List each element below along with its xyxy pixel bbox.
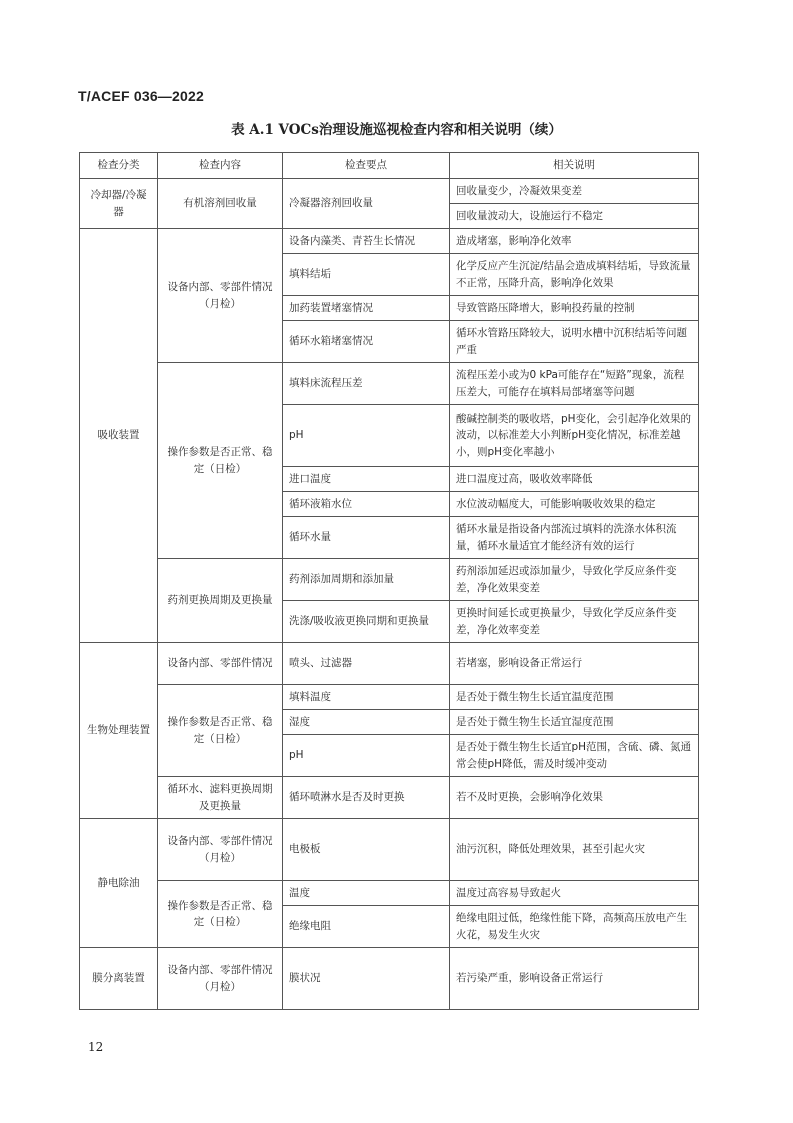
- table-row: [80, 948, 699, 1010]
- note-cell: 是否处于微生物生长适宜温度范围: [450, 685, 699, 710]
- note-cell: 流程压差小或为0 kPa可能存在“短路”现象，流程压差大，可能存在填料局部堵塞等问题: [450, 363, 699, 405]
- category-cell: 吸收装置: [80, 229, 158, 643]
- table-row: [80, 643, 699, 685]
- point-cell: 湿度: [283, 710, 450, 735]
- col-header-category: 检查分类: [80, 153, 158, 179]
- point-cell: 电极板: [283, 819, 450, 881]
- table-row: [80, 559, 699, 601]
- note-cell: 油污沉积，降低处理效果，甚至引起火灾: [450, 819, 699, 881]
- table-header-row: [80, 153, 699, 179]
- col-header-content: 检查内容: [158, 153, 283, 179]
- table-title: 表 A.1 VOCs治理设施巡视检查内容和相关说明（续）: [231, 122, 562, 138]
- table-row: [80, 229, 699, 254]
- note-cell: 药剂添加延迟或添加量少，导致化学反应条件变差，净化效果变差: [450, 559, 699, 601]
- point-cell: 设备内藻类、青苔生长情况: [283, 229, 450, 254]
- point-cell: 循环液箱水位: [283, 492, 450, 517]
- note-cell: 酸碱控制类的吸收塔，pH变化，会引起净化效果的波动，以标准差大小判断pH变化情况，标准差越小，则pH变化率越小: [450, 405, 699, 467]
- point-cell: 喷头、过滤器: [283, 643, 450, 685]
- note-cell: 导致管路压降增大，影响投药量的控制: [450, 296, 699, 321]
- note-cell: 回收量波动大，设施运行不稳定: [450, 204, 699, 229]
- content-cell: 操作参数是否正常、稳定（日检）: [158, 363, 283, 559]
- note-cell: 化学反应产生沉淀/结晶会造成填料结垢，导致流量不正常，压降升高，影响净化效果: [450, 254, 699, 296]
- point-cell: 药剂添加周期和添加量: [283, 559, 450, 601]
- point-cell: pH: [283, 405, 450, 467]
- point-cell: 循环水量: [283, 517, 450, 559]
- note-cell: 循环水量是指设备内部流过填料的洗涤水体积流量，循环水量适宜才能经济有效的运行: [450, 517, 699, 559]
- note-cell: 造成堵塞，影响净化效率: [450, 229, 699, 254]
- category-cell: 冷却器/冷凝器: [80, 179, 158, 229]
- point-cell: 冷凝器溶剂回收量: [283, 179, 450, 229]
- note-cell: 若堵塞，影响设备正常运行: [450, 643, 699, 685]
- content-cell: 设备内部、零部件情况（月检）: [158, 229, 283, 363]
- table-row: [80, 819, 699, 881]
- note-cell: 绝缘电阻过低，绝缘性能下降，高频高压放电产生火花，易发生火灾: [450, 906, 699, 948]
- table-row: [80, 685, 699, 710]
- point-cell: 循环水箱堵塞情况: [283, 321, 450, 363]
- content-cell: 设备内部、零部件情况（月检）: [158, 819, 283, 881]
- category-cell: 静电除油: [80, 819, 158, 948]
- note-cell: 进口温度过高，吸收效率降低: [450, 467, 699, 492]
- table-row: [80, 777, 699, 819]
- point-cell: 填料温度: [283, 685, 450, 710]
- point-cell: 膜状况: [283, 948, 450, 1010]
- point-cell: 循环喷淋水是否及时更换: [283, 777, 450, 819]
- inspection-table: [79, 152, 699, 1010]
- standard-code: T/ACEF 036—2022: [78, 88, 204, 104]
- note-cell: 更换时间延长或更换量少，导致化学反应条件变差，净化效率变差: [450, 601, 699, 643]
- content-cell: 药剂更换周期及更换量: [158, 559, 283, 643]
- point-cell: 填料床流程压差: [283, 363, 450, 405]
- content-cell: 操作参数是否正常、稳定（日检）: [158, 881, 283, 948]
- table-row: [80, 363, 699, 405]
- content-cell: 循环水、滤料更换周期及更换量: [158, 777, 283, 819]
- point-cell: 进口温度: [283, 467, 450, 492]
- note-cell: 是否处于微生物生长适宜pH范围，含硫、磷、氮通常会使pH降低，需及时缓冲变动: [450, 735, 699, 777]
- content-cell: 设备内部、零部件情况（月检）: [158, 948, 283, 1010]
- note-cell: 是否处于微生物生长适宜湿度范围: [450, 710, 699, 735]
- table-row: [80, 881, 699, 906]
- page-number: 12: [88, 1040, 104, 1054]
- content-cell: 设备内部、零部件情况: [158, 643, 283, 685]
- note-cell: 温度过高容易导致起火: [450, 881, 699, 906]
- point-cell: 温度: [283, 881, 450, 906]
- table-row: [80, 179, 699, 204]
- point-cell: 填料结垢: [283, 254, 450, 296]
- point-cell: 洗涤/吸收液更换同期和更换量: [283, 601, 450, 643]
- content-cell: 操作参数是否正常、稳定（日检）: [158, 685, 283, 777]
- note-cell: 若不及时更换，会影响净化效果: [450, 777, 699, 819]
- category-cell: 膜分离装置: [80, 948, 158, 1010]
- col-header-point: 检查要点: [283, 153, 450, 179]
- category-cell: 生物处理装置: [80, 643, 158, 819]
- note-cell: 循环水管路压降较大，说明水槽中沉积结垢等问题严重: [450, 321, 699, 363]
- content-cell: 有机溶剂回收量: [158, 179, 283, 229]
- col-header-note: 相关说明: [450, 153, 699, 179]
- note-cell: 回收量变少，冷凝效果变差: [450, 179, 699, 204]
- note-cell: 水位波动幅度大，可能影响吸收效果的稳定: [450, 492, 699, 517]
- point-cell: pH: [283, 735, 450, 777]
- point-cell: 绝缘电阻: [283, 906, 450, 948]
- note-cell: 若污染严重，影响设备正常运行: [450, 948, 699, 1010]
- point-cell: 加药装置堵塞情况: [283, 296, 450, 321]
